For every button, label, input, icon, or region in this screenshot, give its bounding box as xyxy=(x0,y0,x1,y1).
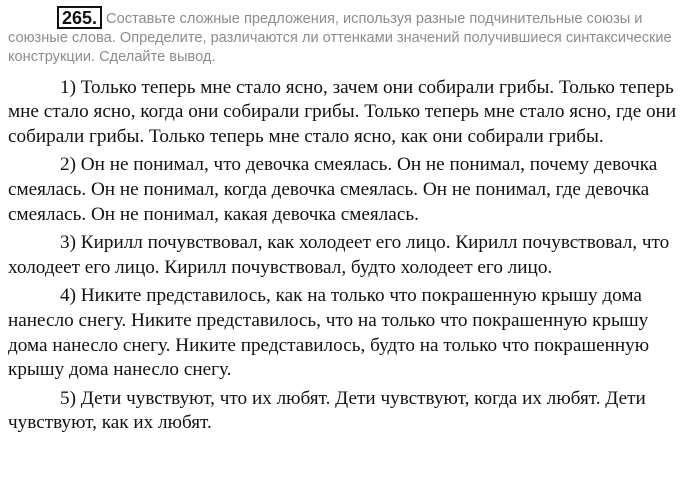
paragraph-5: 5) Дети чувствуют, что их любят. Дети чувствуют, когда их любят. Дети чувствуют, как их любят. xyxy=(8,387,646,434)
paragraph-4: 4) Никите представилось, как на только что покрашенную крышу дома нанесло снегу. Никите представилось, что на только что покрашенную крышу дома нанесло снегу. Никите представилось, будто на только что покрашенную крышу дома нанесло снегу. xyxy=(8,285,650,381)
paragraph-1: 1) Только теперь мне стало ясно, зачем они собирали грибы. Только теперь мне стало ясно, когда они собирали грибы. Только теперь мне стало ясно, где они собирали грибы. Только теперь мне стало ясно, как они собирали грибы. xyxy=(8,76,677,147)
exercise-instruction: Составьте сложные предложения, используя разные подчинительные союзы и союзные слова. Определите, различаются ли оттенками значений получившиеся синтаксические конструкции. Сделайте вывод. xyxy=(8,11,672,66)
paragraph-3: 3) Кирилл почувствовал, как холодеет его лицо. Кирилл почувствовал, что холодеет его лицо. Кирилл почувствовал, будто холодеет его лицо. xyxy=(8,232,670,278)
paragraph-2: 2) Он не понимал, что девочка смеялась. Он не понимал, почему девочка смеялась. Он не понимал, когда девочка смеялась. Он не понимал, где девочка смеялась. Он не понимал, какая девочка смеялась. xyxy=(8,154,658,225)
exercise-header xyxy=(8,6,692,68)
exercise-number: 265. xyxy=(57,6,102,29)
